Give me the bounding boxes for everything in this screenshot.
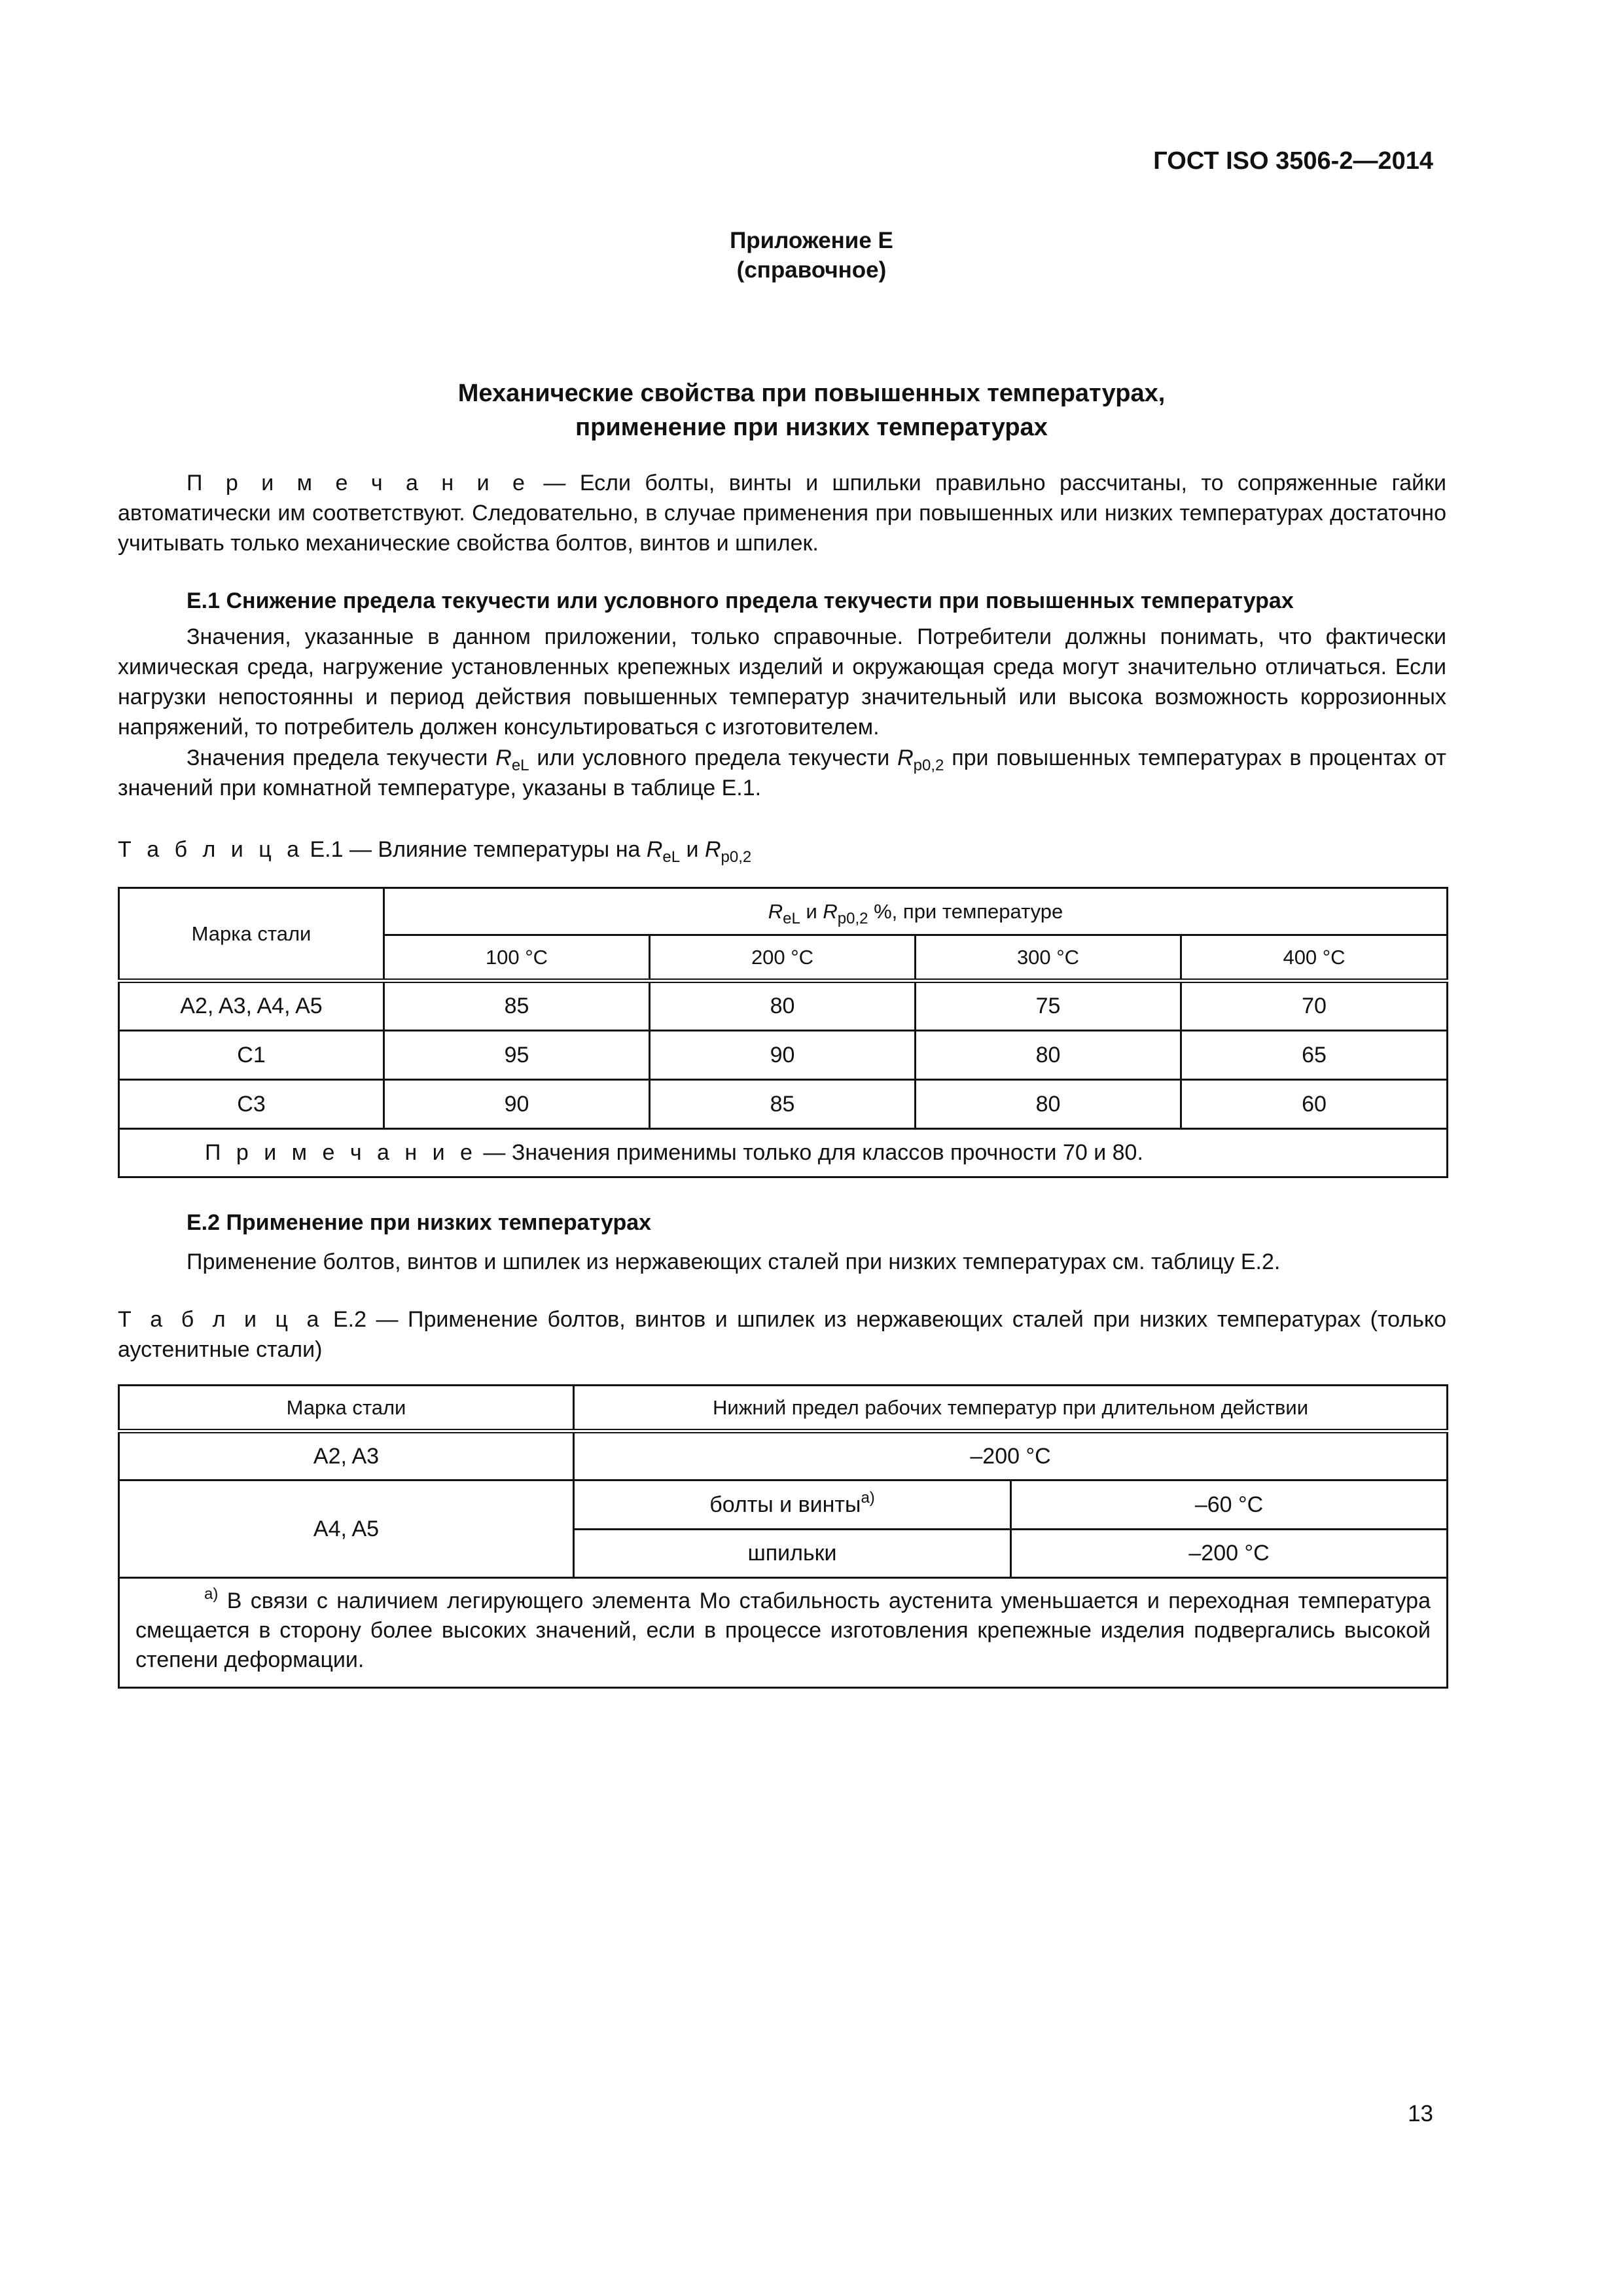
table1-value: 80 bbox=[916, 1080, 1181, 1129]
table2-header-row bbox=[119, 1386, 1448, 1431]
table2-col-steel-grade: Марка стали bbox=[119, 1386, 574, 1431]
table1-value: 85 bbox=[384, 981, 650, 1031]
document-id: ГОСТ ISO 3506-2—2014 bbox=[1153, 147, 1433, 175]
table2-grade: A4, A5 bbox=[119, 1480, 574, 1578]
table1-value: 85 bbox=[650, 1080, 916, 1129]
table1-temp-100: 100 °C bbox=[384, 935, 650, 981]
table2-grade: A2, A3 bbox=[119, 1431, 574, 1480]
table-row bbox=[119, 1480, 1448, 1530]
page-number: 13 bbox=[1408, 2101, 1433, 2126]
page-title-line2: применение при низких температурах bbox=[575, 414, 1048, 441]
intro-note-label: П р и м е ч а н и е bbox=[187, 471, 529, 495]
table1-value: 80 bbox=[650, 981, 916, 1031]
table1-grade: C1 bbox=[119, 1031, 384, 1080]
table1-col-steel-grade: Марка стали bbox=[119, 888, 384, 981]
table1-caption: Т а б л и ц а Е.1 — Влияние температуры на $R_{eL}$ и $R_{p0,2}$ bbox=[118, 837, 752, 866]
table1 bbox=[118, 887, 1448, 1178]
table1-value: 70 bbox=[1181, 981, 1448, 1031]
table1-header-row bbox=[119, 888, 1448, 935]
appendix-heading bbox=[0, 226, 1623, 285]
table1-note: П р и м е ч а н и е — Значения применимы только для классов прочности 70 и 80. bbox=[119, 1129, 1448, 1177]
table1-value: 75 bbox=[916, 981, 1181, 1031]
table1-grade: A2, A3, A4, A5 bbox=[119, 981, 384, 1031]
table1-value: 95 bbox=[384, 1031, 650, 1080]
page-title-line1: Механические свойства при повышенных температурах, bbox=[457, 380, 1166, 407]
table1-grade: C3 bbox=[119, 1080, 384, 1129]
table-row bbox=[119, 1031, 1448, 1080]
table1-temp-300: 300 °C bbox=[916, 935, 1181, 981]
table2-footnote: $^{a)}$ В связи с наличием легирующего элемента Мо стабильность аустенита уменьшается и переходная температура смещается в сторону более высоких значений, если в процессе изготовления крепежные изделия подвергались высокой степени деформации. bbox=[119, 1578, 1448, 1688]
table2-col-temperature-limit: Нижний предел рабочих температур при длительном действии bbox=[574, 1386, 1448, 1431]
intro-note bbox=[118, 468, 1446, 558]
table1-temperature-header: $R_{eL}$ и $R_{p0,2}$ %, при температуре bbox=[384, 888, 1448, 935]
table1-temp-400: 400 °C bbox=[1181, 935, 1448, 981]
page-title bbox=[0, 376, 1623, 444]
table2-caption: Т а б л и ц а Е.2 — Применение болтов, винтов и шпилек из нержавеющих сталей при низких температурах (только аустенитные стали) bbox=[118, 1307, 1446, 1362]
table-row bbox=[119, 1431, 1448, 1480]
table1-note-row bbox=[119, 1129, 1448, 1177]
appendix-type: (справочное) bbox=[736, 257, 887, 283]
table2-value: –200 °C bbox=[574, 1431, 1448, 1480]
table1-temp-200: 200 °C bbox=[650, 935, 916, 981]
table-row bbox=[119, 981, 1448, 1031]
table1-value: 65 bbox=[1181, 1031, 1448, 1080]
section1-paragraph1: Значения, указанные в данном приложении, только справочные. Потребители должны понимать, что фактически химическая среда, нагружение установленных крепежных изделий и окружающая среда могут значительно отличаться. Если нагрузки непостоянны и период действия повышенных температур значительный или высока возможность коррозионных напряжений, то потребитель должен консультироваться с изготовителем. bbox=[118, 624, 1446, 740]
table2 bbox=[118, 1384, 1448, 1689]
section1-heading: Е.1 Снижение предела текучести или условного предела текучести при повышенных температурах bbox=[187, 588, 1294, 613]
section2-paragraph: Применение болтов, винтов и шпилек из нержавеющих сталей при низких температурах см. таблицу Е.2. bbox=[187, 1249, 1281, 1274]
table2-value: –200 °C bbox=[1011, 1530, 1448, 1578]
table-row bbox=[119, 1080, 1448, 1129]
table2-sub-label: болты и винты$^{a)}$ bbox=[574, 1480, 1011, 1530]
intro-note-text: — Если болты, винты и шпильки правильно рассчитаны, то сопряженные гайки автоматически им соответствуют. Следовательно, в случае применения при повышенных или низких температурах достаточно учитывать только механические свойства болтов, винтов и шпилек. bbox=[118, 471, 1446, 556]
table2-footnote-row bbox=[119, 1578, 1448, 1688]
table1-value: 90 bbox=[384, 1080, 650, 1129]
table2-sub-label: шпильки bbox=[574, 1530, 1011, 1578]
appendix-title: Приложение Е bbox=[730, 228, 893, 253]
table1-value: 60 bbox=[1181, 1080, 1448, 1129]
table1-value: 90 bbox=[650, 1031, 916, 1080]
table1-value: 80 bbox=[916, 1031, 1181, 1080]
section2-heading: Е.2 Применение при низких температурах bbox=[187, 1210, 652, 1235]
table2-value: –60 °C bbox=[1011, 1480, 1448, 1530]
section1-paragraph2: Значения предела текучести $R_{eL}$ или условного предела текучести $R_{p0,2}$ при повышенных температурах в процентах от значений при комнатной температуре, указаны в таблице Е.1. bbox=[118, 745, 1446, 800]
